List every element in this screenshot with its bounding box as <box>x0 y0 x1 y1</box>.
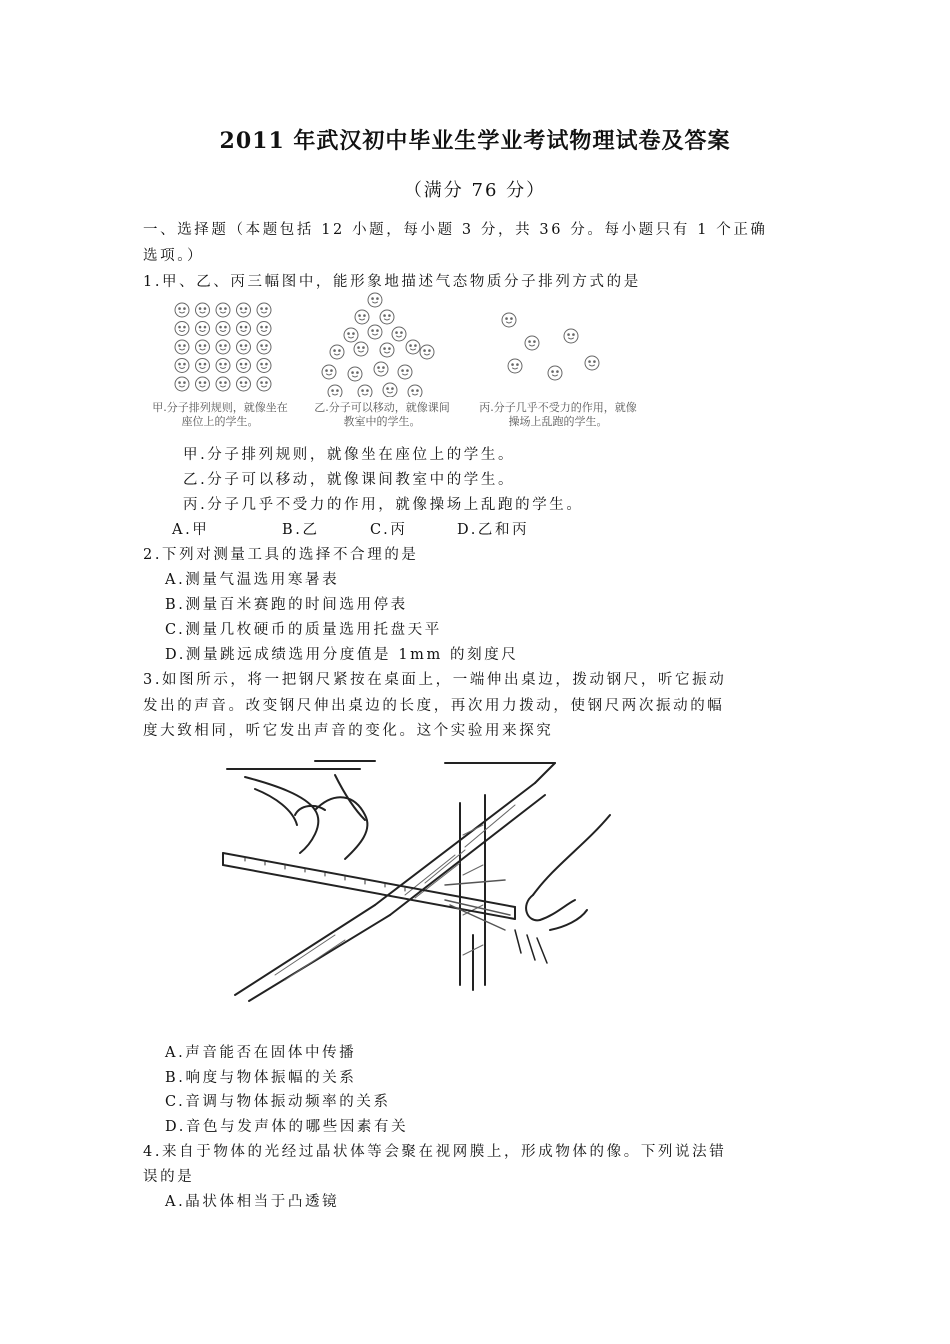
q1-figure-jia <box>170 300 280 395</box>
q4-stem-line1: 4.来自于物体的光经过晶状体等会聚在视网膜上，形成物体的像。下列说法错 <box>143 1144 727 1160</box>
section-heading: 一、选择题（本题包括 12 小题，每小题 3 分，共 36 分。每小题只有 1 个正确 <box>143 222 768 238</box>
molecule-icon <box>196 377 210 391</box>
molecule-icon <box>420 345 434 359</box>
section-heading-cont: 选项。） <box>143 248 205 264</box>
molecule-icon <box>216 322 230 336</box>
page-subtitle: （满分 76 分） <box>403 180 547 201</box>
molecule-icon <box>525 336 539 350</box>
q1-option-c[interactable]: C.丙 <box>370 522 408 538</box>
q3-stem-line2: 发出的声音。改变钢尺伸出桌边的长度，再次用力拨动，使钢尺两次振动的幅 <box>143 698 725 714</box>
molecule-icon <box>348 367 362 381</box>
molecule-icon <box>237 377 251 391</box>
q3-option-b[interactable]: B.响度与物体振幅的关系 <box>165 1070 357 1086</box>
q4-option-a[interactable]: A.晶状体相当于凸透镜 <box>165 1194 340 1210</box>
q3-option-c[interactable]: C.音调与物体振动频率的关系 <box>165 1094 391 1110</box>
molecule-icon <box>330 345 344 359</box>
molecule-icon <box>257 359 271 373</box>
molecule-icon <box>322 365 336 379</box>
molecule-icon <box>408 385 422 397</box>
molecule-icon <box>257 322 271 336</box>
q1-option-b[interactable]: B.乙 <box>282 522 320 538</box>
molecule-icon <box>257 303 271 317</box>
molecule-icon <box>196 340 210 354</box>
q3-option-d[interactable]: D.音色与发声体的哪些因素有关 <box>165 1119 409 1135</box>
molecule-icon <box>175 377 189 391</box>
molecule-icon <box>368 325 382 339</box>
q1-line-yi: 乙.分子可以移动，就像课间教室中的学生。 <box>183 472 516 488</box>
molecule-icon <box>502 313 516 327</box>
q1-option-a[interactable]: A.甲 <box>172 522 210 538</box>
molecule-icon <box>508 359 522 373</box>
molecule-icon <box>196 322 210 336</box>
q2-option-a[interactable]: A.测量气温选用寒暑表 <box>165 572 340 588</box>
molecule-icon <box>380 310 394 324</box>
molecule-icon <box>398 365 412 379</box>
molecule-icon <box>175 322 189 336</box>
page-title: 2011 年武汉初中毕业生学业考试物理试卷及答案 <box>219 128 731 154</box>
molecule-icon <box>216 303 230 317</box>
molecule-icon <box>237 340 251 354</box>
molecule-icon <box>355 310 369 324</box>
q1-caption-bing: 丙.分子几乎不受力的作用，就像操场上乱跑的学生。 <box>479 401 637 428</box>
molecule-icon <box>196 359 210 373</box>
q1-line-bing: 丙.分子几乎不受力的作用，就像操场上乱跑的学生。 <box>183 497 584 513</box>
molecule-icon <box>392 327 406 341</box>
molecule-icon <box>358 385 372 397</box>
q1-option-d[interactable]: D.乙和丙 <box>457 522 530 538</box>
q1-figure-yi <box>315 292 445 397</box>
q3-ruler-figure <box>215 755 625 1005</box>
molecule-icon <box>257 340 271 354</box>
molecule-icon <box>216 377 230 391</box>
q3-option-a[interactable]: A.声音能否在固体中传播 <box>165 1045 357 1061</box>
molecule-icon <box>585 356 599 370</box>
q3-stem-line3: 度大致相同，听它发出声音的变化。这个实验用来探究 <box>143 723 554 739</box>
molecule-icon <box>175 340 189 354</box>
molecule-icon <box>383 383 397 397</box>
q1-figure-bing <box>495 308 610 388</box>
q4-stem-line2: 误的是 <box>143 1169 195 1185</box>
q1-line-jia: 甲.分子排列规则，就像坐在座位上的学生。 <box>183 447 516 463</box>
molecule-icon <box>328 385 342 397</box>
q1-caption-jia: 甲.分子排列规则，就像坐在座位上的学生。 <box>152 401 288 428</box>
q2-option-b[interactable]: B.测量百米赛跑的时间选用停表 <box>165 597 408 613</box>
molecule-icon <box>548 366 562 380</box>
q2-stem: 2.下列对测量工具的选择不合理的是 <box>143 547 419 563</box>
molecule-icon <box>196 303 210 317</box>
q2-option-c[interactable]: C.测量几枚硬币的质量选用托盘天平 <box>165 622 442 638</box>
molecule-icon <box>406 340 420 354</box>
q2-option-d[interactable]: D.测量跳远成绩选用分度值是 1mm 的刻度尺 <box>165 647 519 663</box>
q3-stem-line1: 3.如图所示，将一把钢尺紧按在桌面上，一端伸出桌边，拨动钢尺，听它振动 <box>143 672 727 688</box>
molecule-icon <box>237 359 251 373</box>
molecule-icon <box>354 342 368 356</box>
molecule-icon <box>237 303 251 317</box>
molecule-icon <box>175 303 189 317</box>
molecule-icon <box>380 343 394 357</box>
molecule-icon <box>257 377 271 391</box>
q1-stem: 1.甲、乙、丙三幅图中，能形象地描述气态物质分子排列方式的是 <box>143 274 641 290</box>
molecule-icon <box>564 329 578 343</box>
molecule-icon <box>216 340 230 354</box>
molecule-icon <box>237 322 251 336</box>
molecule-icon <box>374 362 388 376</box>
molecule-icon <box>216 359 230 373</box>
molecule-icon <box>368 293 382 307</box>
molecule-icon <box>344 328 358 342</box>
q1-caption-yi: 乙.分子可以移动，就像课间教室中的学生。 <box>314 401 450 428</box>
molecule-icon <box>175 359 189 373</box>
